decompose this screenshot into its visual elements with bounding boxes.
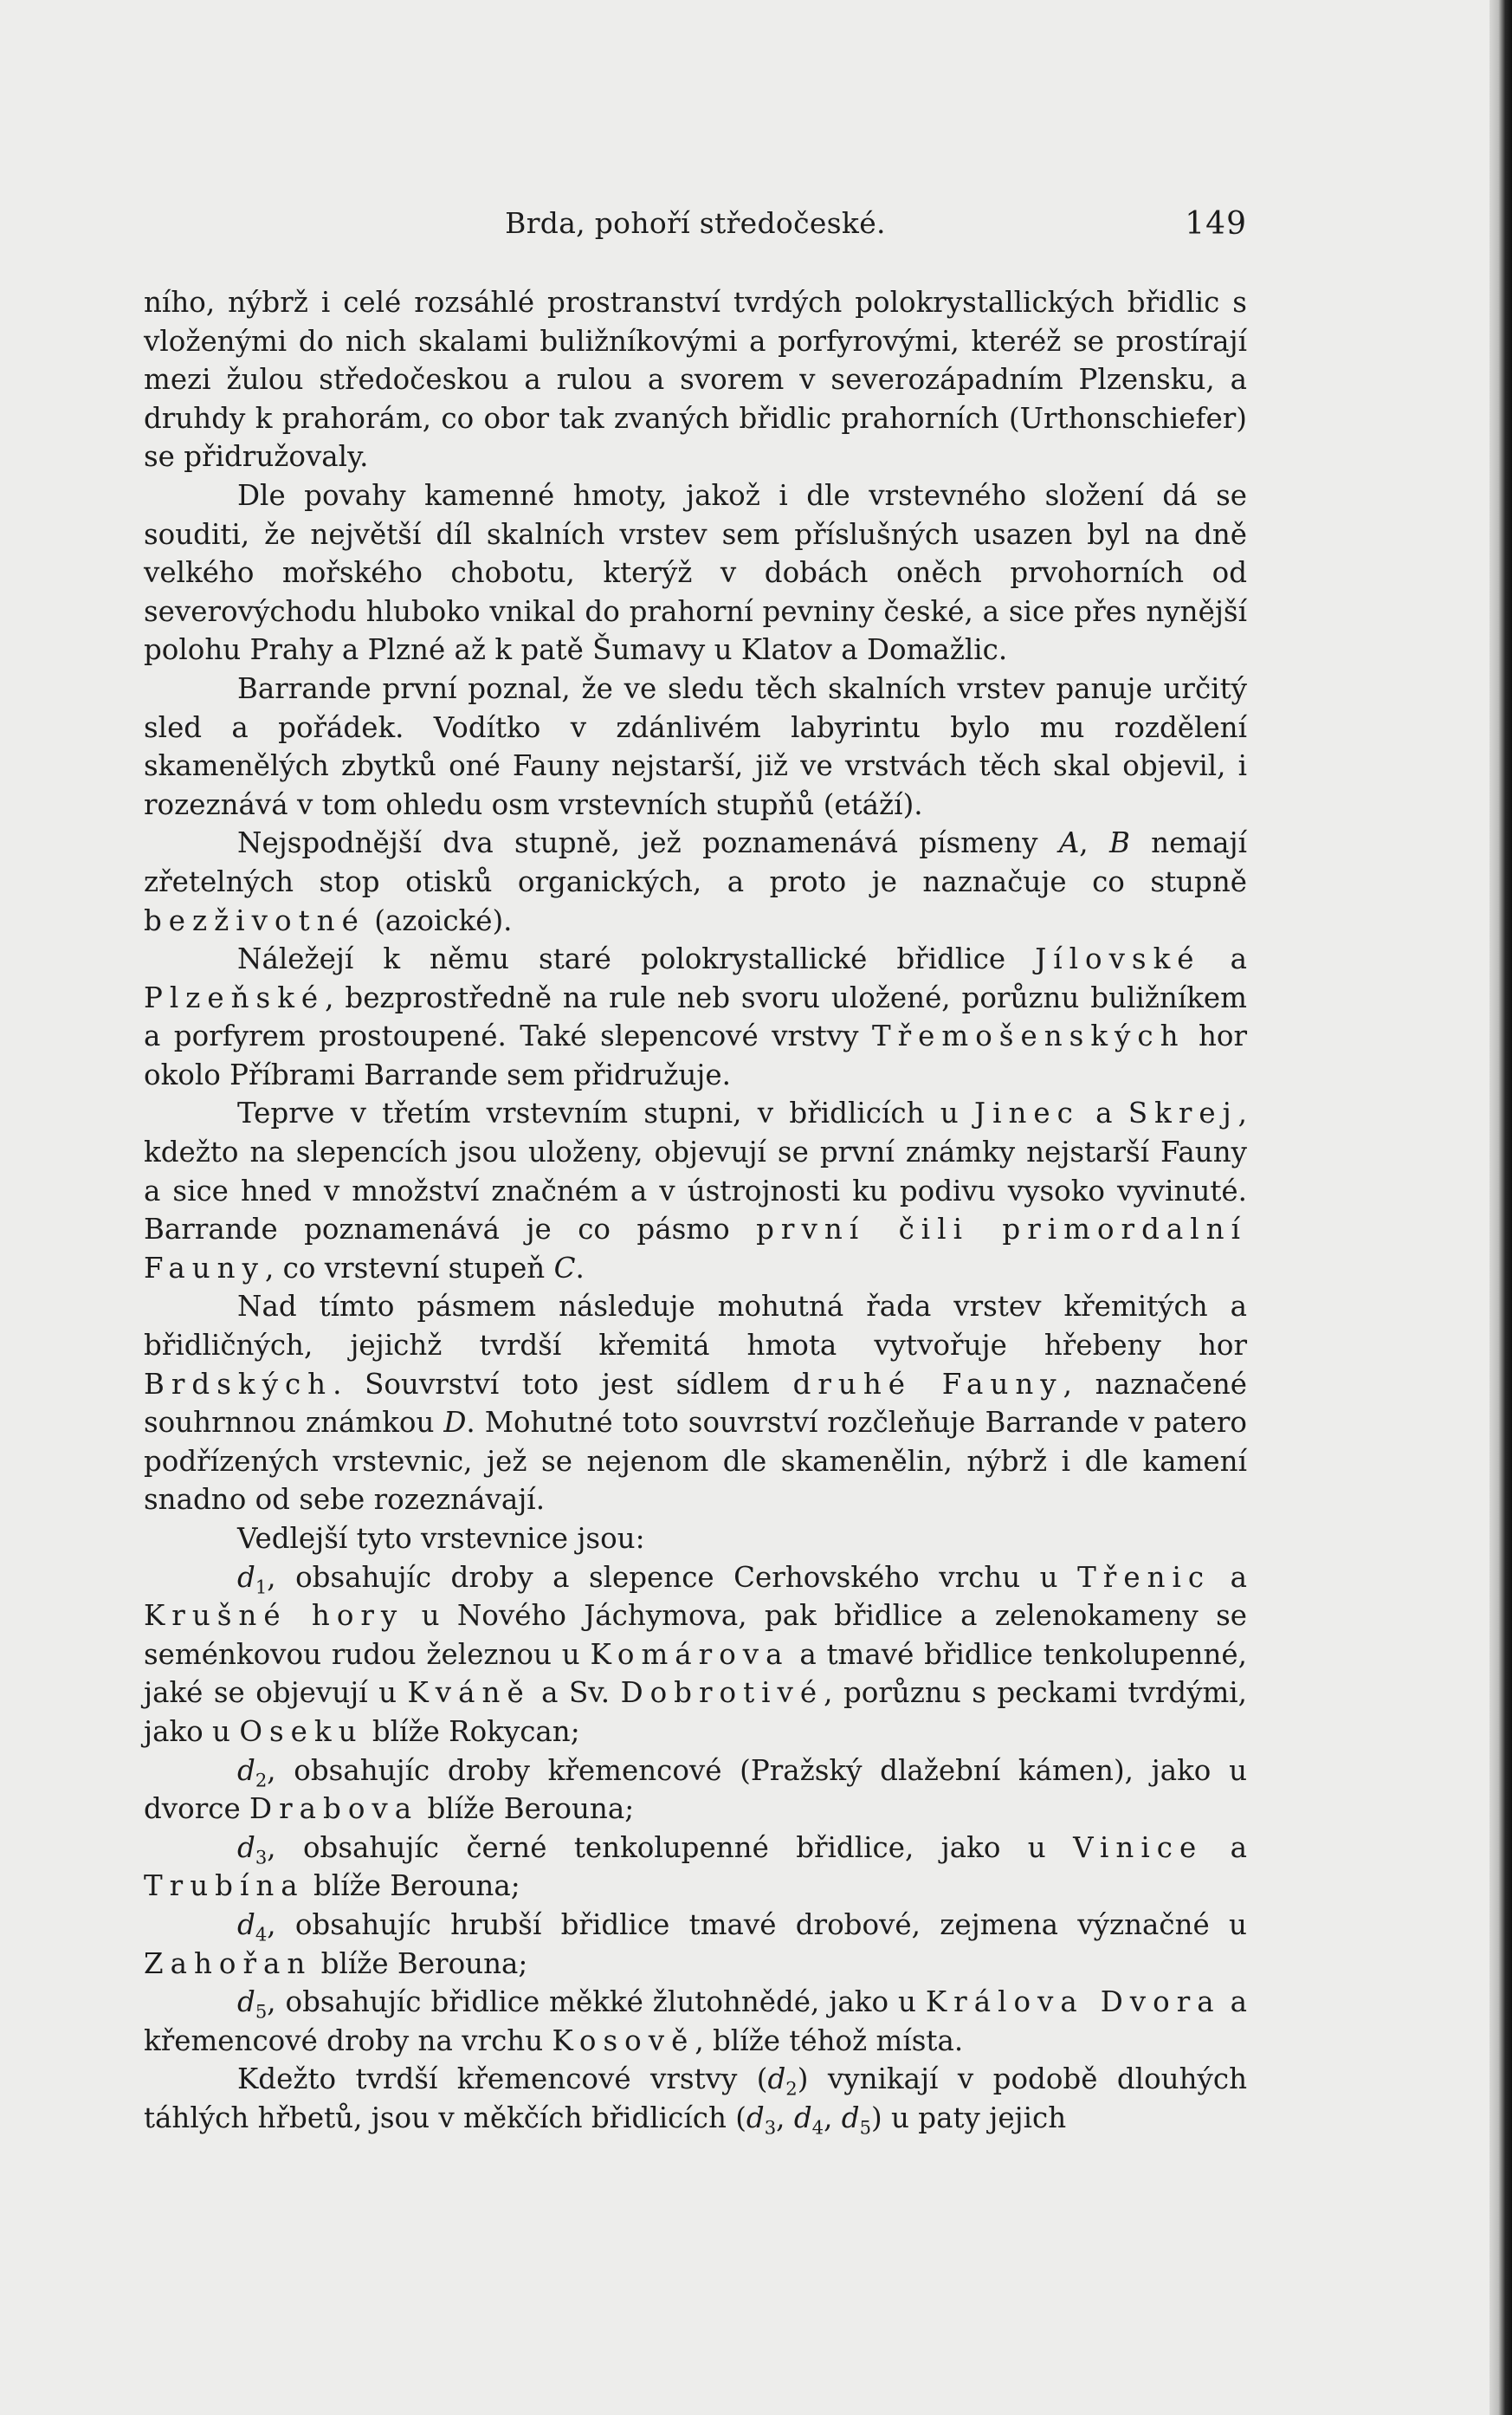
list-item-d1: $d_1$, obsahujíc droby a slepence Cerhovského vrchu u Třenic a Krušné hory u Nového Jáchymova, pak břidlice a zelenokameny se seménkovou rudou železnou u Komárova a tmavé břidlice tenkolupenné, jaké se objevují u Kváně a Sv. Dobrotivé, porůznu s peckami tvrdými, jako u Oseku blíže Rokycan;	[144, 1560, 1247, 1748]
paragraph-9: Kdežto tvrdší křemencové vrstvy $(d_2)$ vynikají v podobě dlouhých táhlých hřbetů, jsou v měkčích břidlicích ($d_3$, $d_4$, $d_5$) u paty jejich	[144, 2062, 1247, 2139]
paragraph-7: Nad tímto pásmem následuje mohutná řada vrstev křemitých a břidličných, jejichž tvrdší křemitá hmota vytvořuje hřebeny hor Brdských. Souvrství toto jest sídlem druhé Fauny, naznačené souhrnnou známkou D. Mohutné toto souvrství rozčleňuje Barrande v patero podřízených vrstevnic, jež se nejenom dle skamenělin, nýbrž i dle kamení snadno od sebe rozeznávají.	[144, 1290, 1247, 1517]
list-item-d5: $d_5$, obsahujíc břidlice měkké žlutohnědé, jako u Králova Dvora a křemencové droby na vrchu Kosově, blíže téhož místa.	[144, 1985, 1247, 2057]
paragraph-8: Vedlejší tyto vrstevnice jsou:	[237, 1522, 645, 1555]
page-number: 149	[1185, 206, 1247, 242]
paragraph-2: Dle povahy kamenné hmoty, jakož i dle vrstevného složení dá se souditi, že největší díl skalních vrstev sem příslušných usazen byl na dně velkého mořského chobotu, kterýž v dobách oněch prvohorních od severovýchodu hluboko vnikal do prahorní pevniny české, a sice přes nynější polohu Prahy a Plzné až k patě Šumavy u Klatov a Domažlic.	[144, 478, 1247, 667]
list-item-d4: $d_4$, obsahujíc hrubší břidlice tmavé drobové, zejmena význačné u Zahořan blíže Berouna;	[144, 1907, 1247, 1980]
list-item-d2: $d_2$, obsahujíc droby křemencové (Pražský dlažební kámen), jako u dvorce Drabova blíže Berouna;	[144, 1753, 1247, 1826]
paragraph-6: Teprve v třetím vrstevním stupni, v břidlicích u Jinec a Skrej, kdežto na slepencích jsou uloženy, objevují se první známky nejstarší Fauny a sice hned v množství značném a v ústrojnosti ku podivu vysoko vyvinuté. Barrande poznamenává je co pásmo první čili primordalní Fauny, co vrstevní stupeň C.	[144, 1097, 1248, 1285]
paragraph-4: Nejspodnější dva stupně, jež poznamenává písmeny A, B nemají zřetelných stop otisků organických, a proto je naznačuje co stupně bezživotné (azoické).	[144, 826, 1247, 937]
paragraph-1: ního, nýbrž i celé rozsáhlé prostranství tvrdých polokrystallických břidlic s vloženými do nich skalami buližníkovými a porfyrovými, kteréž se prostírají mezi žulou středočeskou a rulou a svorem v severozápadním Plzensku, a druhdy k prahorám, co obor tak zvaných břidlic prahorních (Urthonschiefer) se přidružovaly.	[144, 286, 1247, 474]
paragraph-5: Náležejí k němu staré polokrystallické břidlice Jílovské a Plzeňské, bezprostředně na rule neb svoru uložené, porůznu buližníkem a porfyrem prostoupené. Také slepencové vrstvy Třemošenských hor okolo Příbrami Barrande sem přidružuje.	[144, 942, 1247, 1091]
list-item-d3: $d_3$, obsahujíc černé tenkolupenné břidlice, jako u Vinice a Trubína blíže Berouna;	[144, 1830, 1247, 1903]
running-head: Brda, pohoří středočeské.	[505, 206, 886, 240]
page-edge	[1489, 0, 1512, 2415]
paragraph-3: Barrande první poznal, že ve sledu těch skalních vrstev panuje určitý sled a pořádek. Vodítko v zdánlivém labyrintu bylo mu rozdělení skamenělých zbytků oné Fauny nejstarší, již ve vrstvách těch skal objevil, i rozeznává v tom ohledu osm vrstevních stupňů (etáží).	[144, 671, 1247, 821]
page-body	[144, 283, 1247, 2138]
page-header	[144, 206, 1247, 258]
